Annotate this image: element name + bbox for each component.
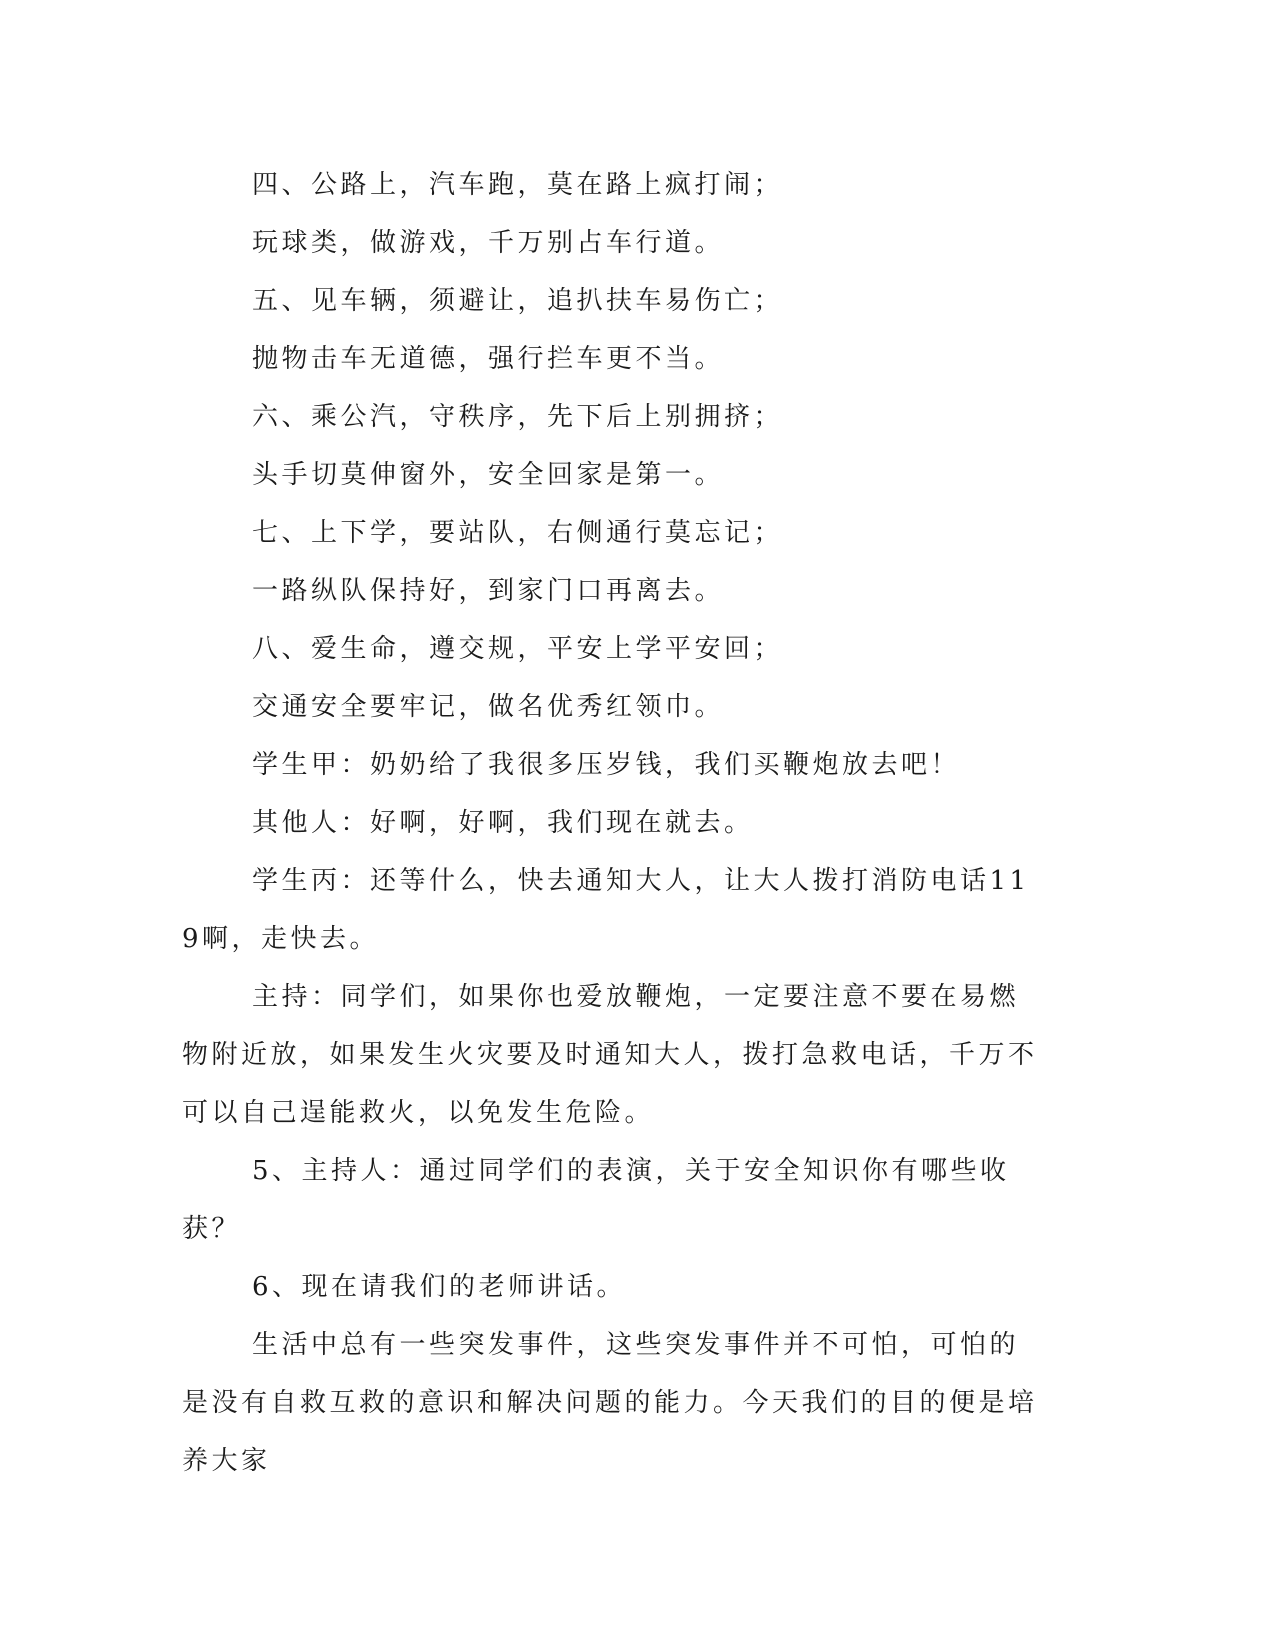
paragraph: 生活中总有一些突发事件，这些突发事件并不可怕，可怕的是没有自救互救的意识和解决问题的能力。今天我们的目的便是培养大家 [182,1330,1038,1476]
paragraph: 八、爱生命，遵交规，平安上学平安回； [252,634,784,664]
paragraph: 六、乘公汽，守秩序，先下后上别拥挤； [252,402,784,432]
paragraph: 交通安全要牢记，做名优秀红领巾。 [252,692,725,722]
document-body [182,156,1042,1490]
paragraph: 五、见车辆，须避让，追扒扶车易伤亡； [252,286,784,316]
paragraph: 四、公路上，汽车跑，莫在路上疯打闹； [252,170,784,200]
paragraph: 5、主持人：通过同学们的表演，关于安全知识你有哪些收获？ [182,1156,1010,1244]
paragraph: 学生甲：奶奶给了我很多压岁钱，我们买鞭炮放去吧！ [252,750,961,780]
paragraph: 一路纵队保持好，到家门口再离去。 [252,576,725,606]
paragraph: 6、现在请我们的老师讲话。 [252,1272,627,1302]
paragraph: 头手切莫伸窗外，安全回家是第一。 [252,460,725,490]
paragraph: 其他人：好啊，好啊，我们现在就去。 [252,808,754,838]
paragraph: 七、上下学，要站队，右侧通行莫忘记； [252,518,784,548]
paragraph: 学生丙：还等什么，快去通知大人，让大人拨打消防电话119啊，走快去。 [182,866,1030,954]
paragraph: 抛物击车无道德，强行拦车更不当。 [252,344,725,374]
paragraph: 主持：同学们，如果你也爱放鞭炮，一定要注意不要在易燃物附近放，如果发生火灾要及时通知大人，拨打急救电话，千万不可以自己逞能救火，以免发生危险。 [182,982,1038,1128]
paragraph: 玩球类，做游戏，千万别占车行道。 [252,228,725,258]
